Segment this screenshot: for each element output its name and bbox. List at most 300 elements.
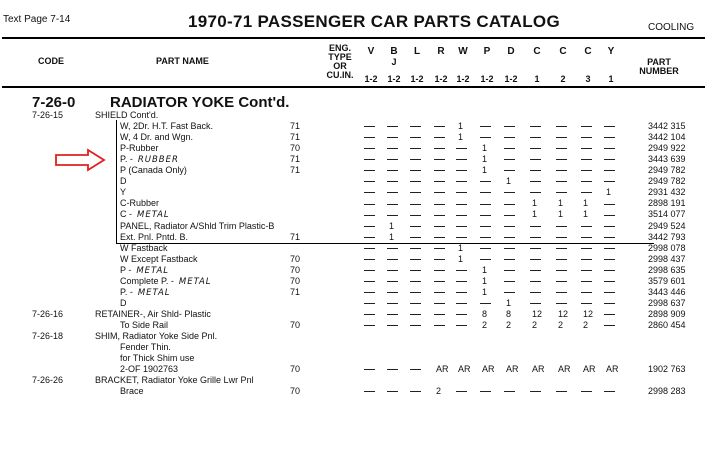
row-cell-dash bbox=[387, 154, 398, 165]
row-cell-dash bbox=[410, 320, 421, 331]
row-cell-dash bbox=[530, 386, 541, 397]
row-cell-qty: 1 bbox=[458, 242, 464, 253]
row-cell-dash bbox=[387, 121, 398, 132]
row-cell-dash bbox=[604, 232, 615, 243]
body-letter-sub-1: J bbox=[391, 57, 397, 67]
row-cell-dash bbox=[364, 309, 375, 320]
row-cell-dash bbox=[504, 232, 515, 243]
row-cell-dash bbox=[556, 265, 567, 276]
row-cell-dash bbox=[530, 243, 541, 254]
row-cell-qty: 1 bbox=[606, 187, 612, 198]
table-row bbox=[0, 298, 707, 309]
row-cell-qty: 2 bbox=[482, 319, 488, 330]
row-cell-dash bbox=[456, 276, 467, 287]
row-cell-dash bbox=[364, 198, 375, 209]
row-part-number: 1902 763 bbox=[648, 364, 686, 375]
row-cell-dash bbox=[410, 143, 421, 154]
row-part-number: 2998 635 bbox=[648, 264, 686, 275]
row-cell-dash bbox=[410, 364, 421, 375]
row-cell-dash bbox=[410, 243, 421, 254]
row-cell-dash bbox=[480, 176, 491, 187]
row-cell-dash bbox=[530, 287, 541, 298]
row-cell-dash bbox=[387, 364, 398, 375]
row-cell-dash bbox=[504, 386, 515, 397]
row-part-name: BRACKET, Radiator Yoke Grille Lwr Pnl bbox=[95, 375, 254, 386]
row-cell-dash bbox=[387, 176, 398, 187]
row-cell-dash bbox=[504, 265, 515, 276]
row-cell-dash bbox=[530, 298, 541, 309]
eng-type-heading: ENG. TYPE OR CU.IN. bbox=[326, 43, 354, 80]
table-row bbox=[0, 209, 707, 220]
row-cell-dash bbox=[364, 265, 375, 276]
row-cell-dash bbox=[604, 298, 615, 309]
row-cell-qty: 2 bbox=[532, 319, 538, 330]
row-part-name: SHIM, Radiator Yoke Side Pnl. bbox=[95, 331, 218, 341]
row-part-name: D bbox=[120, 297, 127, 308]
row-cell-dash bbox=[504, 121, 515, 132]
row-cell-dash bbox=[604, 243, 615, 254]
row-cell-dash bbox=[387, 143, 398, 154]
row-cell-dash bbox=[530, 154, 541, 165]
row-cell-qty: 1 bbox=[583, 198, 589, 209]
row-cell-dash bbox=[456, 154, 467, 165]
row-cell-qty: 1 bbox=[482, 286, 488, 297]
handwritten-note: METAL bbox=[137, 210, 170, 221]
row-eng-type: 71 bbox=[290, 154, 301, 165]
table-row bbox=[0, 353, 707, 364]
row-cell-dash bbox=[364, 176, 375, 187]
row-cell-qty: 8 bbox=[506, 308, 512, 319]
row-code: 7-26-15 bbox=[32, 110, 64, 120]
row-cell-dash bbox=[387, 287, 398, 298]
row-cell-dash bbox=[604, 132, 615, 143]
table-row bbox=[0, 386, 707, 397]
row-cell-qty: 12 bbox=[558, 308, 569, 319]
table-row bbox=[0, 176, 707, 187]
row-cell-dash bbox=[434, 287, 445, 298]
row-cell-qty: 12 bbox=[583, 308, 594, 319]
row-cell-dash bbox=[581, 265, 592, 276]
handwritten-note: METAL bbox=[136, 265, 170, 276]
row-part-number: 2998 437 bbox=[648, 253, 686, 264]
row-cell-qty: AR bbox=[436, 364, 449, 375]
row-part-number: 3442 315 bbox=[648, 121, 686, 132]
row-cell-qty: 1 bbox=[482, 154, 488, 165]
row-cell-dash bbox=[581, 132, 592, 143]
row-eng-type: 70 bbox=[290, 264, 301, 275]
body-number-0: 1-2 bbox=[364, 74, 378, 84]
row-cell-dash bbox=[581, 221, 592, 232]
row-part-name: W Except Fastback bbox=[120, 253, 198, 264]
table-row bbox=[0, 121, 707, 132]
row-cell-dash bbox=[410, 309, 421, 320]
body-letter-2: L bbox=[413, 46, 421, 57]
row-cell-dash bbox=[364, 121, 375, 132]
row-part-number: 2949 922 bbox=[648, 143, 686, 154]
row-cell-dash bbox=[387, 309, 398, 320]
row-part-number: 2998 283 bbox=[648, 386, 686, 397]
row-cell-dash bbox=[504, 243, 515, 254]
body-letter-9: C bbox=[584, 46, 592, 57]
row-cell-dash bbox=[364, 154, 375, 165]
row-cell-dash bbox=[434, 198, 445, 209]
row-part-number: 2998 078 bbox=[648, 242, 686, 253]
row-cell-dash bbox=[434, 121, 445, 132]
row-cell-dash bbox=[530, 187, 541, 198]
row-cell-dash bbox=[364, 187, 375, 198]
row-cell-dash bbox=[530, 221, 541, 232]
body-number-2: 1-2 bbox=[410, 74, 424, 84]
row-cell-dash bbox=[410, 198, 421, 209]
row-cell-dash bbox=[456, 221, 467, 232]
row-cell-qty: 1 bbox=[458, 253, 464, 264]
row-cell-dash bbox=[387, 187, 398, 198]
row-cell-dash bbox=[364, 386, 375, 397]
row-cell-dash bbox=[364, 243, 375, 254]
row-part-number: 3442 793 bbox=[648, 231, 686, 242]
row-cell-dash bbox=[604, 165, 615, 176]
body-number-4: 1-2 bbox=[456, 74, 470, 84]
body-letter-1: B bbox=[390, 46, 398, 57]
row-cell-dash bbox=[480, 254, 491, 265]
row-cell-dash bbox=[556, 132, 567, 143]
row-part-name: Ext. Pnl. Pntd. B. bbox=[120, 231, 189, 242]
row-eng-type: 71 bbox=[290, 231, 301, 242]
row-part-number: 3443 446 bbox=[648, 286, 686, 297]
row-cell-dash bbox=[410, 386, 421, 397]
row-cell-dash bbox=[556, 254, 567, 265]
catalog-title: 1970-71 PASSENGER CAR PARTS CATALOG bbox=[188, 12, 560, 31]
row-eng-type: 71 bbox=[290, 121, 301, 132]
row-cell-dash bbox=[364, 320, 375, 331]
body-letter-8: C bbox=[559, 46, 567, 57]
row-cell-dash bbox=[456, 209, 467, 220]
row-cell-dash bbox=[604, 254, 615, 265]
row-cell-dash bbox=[556, 298, 567, 309]
row-cell-qty: 1 bbox=[482, 143, 488, 154]
row-cell-dash bbox=[434, 276, 445, 287]
row-cell-qty: 1 bbox=[506, 176, 512, 187]
row-cell-dash bbox=[556, 232, 567, 243]
row-code: 7-26-16 bbox=[32, 308, 64, 319]
row-cell-dash bbox=[364, 132, 375, 143]
row-cell-dash bbox=[410, 121, 421, 132]
row-cell-dash bbox=[604, 309, 615, 320]
row-part-name: Brace bbox=[120, 386, 144, 397]
row-cell-dash bbox=[434, 298, 445, 309]
row-cell-dash bbox=[556, 176, 567, 187]
row-cell-dash bbox=[480, 198, 491, 209]
table-row bbox=[0, 309, 707, 320]
body-number-9: 3 bbox=[585, 74, 591, 84]
row-cell-dash bbox=[480, 221, 491, 232]
row-cell-dash bbox=[504, 254, 515, 265]
row-cell-qty: 1 bbox=[458, 132, 464, 143]
column-head-rule bbox=[2, 86, 705, 88]
table-row bbox=[0, 375, 707, 386]
row-part-number: 2998 637 bbox=[648, 297, 686, 308]
row-cell-dash bbox=[604, 320, 615, 331]
row-cell-dash bbox=[556, 121, 567, 132]
row-part-name: To Side Rail bbox=[120, 319, 169, 330]
row-eng-type: 70 bbox=[290, 319, 301, 330]
row-part-name: P-Rubber bbox=[120, 143, 159, 154]
body-letter-0: V bbox=[367, 46, 375, 57]
row-cell-dash bbox=[504, 132, 515, 143]
row-cell-qty: 1 bbox=[482, 264, 488, 275]
row-cell-dash bbox=[434, 309, 445, 320]
body-number-1: 1-2 bbox=[387, 74, 401, 84]
row-cell-dash bbox=[456, 198, 467, 209]
body-letter-7: C bbox=[533, 46, 541, 57]
row-cell-dash bbox=[387, 243, 398, 254]
row-cell-qty: 1 bbox=[506, 297, 512, 308]
body-number-8: 2 bbox=[560, 74, 566, 84]
row-code: 7-26-26 bbox=[32, 375, 64, 386]
row-cell-dash bbox=[556, 386, 567, 397]
row-part-number: 2931 432 bbox=[648, 187, 686, 198]
row-part-name: for Thick Shim use bbox=[120, 353, 195, 364]
row-cell-dash bbox=[387, 276, 398, 287]
handwritten-note: RUBBER bbox=[137, 155, 179, 166]
row-cell-dash bbox=[504, 165, 515, 176]
table-row bbox=[0, 221, 707, 232]
row-cell-dash bbox=[456, 386, 467, 397]
row-cell-dash bbox=[364, 165, 375, 176]
row-part-name: Fender Thin. bbox=[120, 342, 171, 353]
row-cell-dash bbox=[387, 320, 398, 331]
row-cell-dash bbox=[410, 265, 421, 276]
row-cell-dash bbox=[556, 221, 567, 232]
row-cell-dash bbox=[434, 154, 445, 165]
row-cell-qty: AR bbox=[583, 364, 596, 375]
row-cell-qty: 2 bbox=[506, 319, 512, 330]
row-cell-dash bbox=[434, 243, 445, 254]
row-cell-dash bbox=[434, 132, 445, 143]
body-letter-6: D bbox=[507, 46, 515, 57]
row-cell-dash bbox=[410, 154, 421, 165]
row-cell-dash bbox=[604, 143, 615, 154]
row-part-name: P - METAL bbox=[120, 264, 170, 276]
row-part-name: P (Canada Only) bbox=[120, 165, 187, 176]
row-part-number: 2860 454 bbox=[648, 319, 686, 330]
row-cell-dash bbox=[410, 287, 421, 298]
row-cell-dash bbox=[434, 165, 445, 176]
row-cell-dash bbox=[456, 309, 467, 320]
row-part-name: C-Rubber bbox=[120, 198, 160, 209]
row-cell-dash bbox=[604, 121, 615, 132]
row-cell-dash bbox=[387, 386, 398, 397]
row-cell-dash bbox=[387, 298, 398, 309]
row-cell-dash bbox=[387, 165, 398, 176]
row-cell-dash bbox=[480, 132, 491, 143]
row-part-number: 2949 524 bbox=[648, 220, 686, 231]
row-cell-dash bbox=[456, 187, 467, 198]
row-cell-dash bbox=[581, 176, 592, 187]
row-cell-dash bbox=[530, 176, 541, 187]
row-eng-type: 71 bbox=[290, 165, 301, 176]
table-row bbox=[0, 154, 707, 165]
body-number-3: 1-2 bbox=[434, 74, 448, 84]
row-cell-dash bbox=[604, 287, 615, 298]
table-row bbox=[0, 143, 707, 154]
row-cell-dash bbox=[456, 232, 467, 243]
row-cell-dash bbox=[456, 320, 467, 331]
row-cell-qty: AR bbox=[532, 364, 545, 375]
row-cell-dash bbox=[530, 165, 541, 176]
row-cell-dash bbox=[434, 187, 445, 198]
row-cell-dash bbox=[410, 254, 421, 265]
row-part-name: SHIELD Cont'd. bbox=[95, 110, 159, 120]
body-number-7: 1 bbox=[534, 74, 540, 84]
table-row bbox=[0, 276, 707, 287]
row-cell-dash bbox=[434, 232, 445, 243]
page-label: Text Page 7-14 bbox=[3, 14, 71, 25]
row-cell-dash bbox=[504, 198, 515, 209]
row-cell-dash bbox=[604, 386, 615, 397]
row-cell-qty: AR bbox=[482, 364, 495, 375]
row-cell-dash bbox=[581, 121, 592, 132]
table-row bbox=[0, 342, 707, 353]
row-cell-dash bbox=[456, 165, 467, 176]
row-cell-dash bbox=[504, 209, 515, 220]
row-cell-qty: 1 bbox=[389, 231, 395, 242]
row-cell-dash bbox=[530, 132, 541, 143]
row-part-name: PANEL, Radiator A/Shld Trim Plastic-B bbox=[120, 220, 275, 231]
row-cell-dash bbox=[434, 221, 445, 232]
row-part-name: W Fastback bbox=[120, 242, 168, 253]
row-cell-dash bbox=[556, 143, 567, 154]
table-row bbox=[0, 265, 707, 276]
row-cell-dash bbox=[604, 154, 615, 165]
table-row bbox=[0, 132, 707, 143]
row-part-name: P. - METAL bbox=[120, 286, 171, 298]
row-cell-dash bbox=[480, 243, 491, 254]
row-part-number: 2949 782 bbox=[648, 176, 686, 187]
table-row bbox=[0, 232, 707, 243]
row-cell-dash bbox=[581, 298, 592, 309]
row-cell-dash bbox=[581, 276, 592, 287]
row-cell-dash bbox=[556, 165, 567, 176]
body-number-6: 1-2 bbox=[504, 74, 518, 84]
row-cell-qty: AR bbox=[506, 364, 519, 375]
row-eng-type: 70 bbox=[290, 364, 301, 375]
section-code: 7-26-0 bbox=[32, 94, 76, 111]
row-cell-dash bbox=[530, 254, 541, 265]
body-letter-4: W bbox=[458, 46, 468, 57]
row-cell-dash bbox=[410, 165, 421, 176]
row-cell-qty: 1 bbox=[532, 198, 538, 209]
row-part-number: 2898 909 bbox=[648, 308, 686, 319]
row-cell-dash bbox=[410, 209, 421, 220]
row-cell-dash bbox=[556, 187, 567, 198]
row-cell-dash bbox=[581, 187, 592, 198]
row-cell-dash bbox=[504, 143, 515, 154]
row-cell-dash bbox=[604, 176, 615, 187]
row-part-name: RETAINER-, Air Shld- Plastic bbox=[95, 308, 211, 319]
row-cell-dash bbox=[581, 154, 592, 165]
body-number-5: 1-2 bbox=[480, 74, 494, 84]
row-cell-dash bbox=[480, 386, 491, 397]
row-cell-dash bbox=[410, 221, 421, 232]
body-letter-3: R bbox=[437, 46, 445, 57]
row-cell-dash bbox=[530, 276, 541, 287]
row-part-name: Y bbox=[120, 187, 127, 198]
row-cell-dash bbox=[581, 143, 592, 154]
row-cell-dash bbox=[480, 298, 491, 309]
row-part-number: 2898 191 bbox=[648, 198, 686, 209]
header-rule bbox=[2, 37, 705, 39]
row-cell-qty: 1 bbox=[532, 209, 538, 220]
row-part-number: 3514 077 bbox=[648, 209, 686, 220]
row-part-name: W, 2Dr. H.T. Fast Back. bbox=[120, 121, 214, 132]
row-cell-dash bbox=[434, 254, 445, 265]
body-letter-5: P bbox=[483, 46, 491, 57]
row-eng-type: 71 bbox=[290, 286, 301, 297]
code-heading: CODE bbox=[38, 56, 65, 66]
row-cell-dash bbox=[556, 276, 567, 287]
row-part-number: 3442 104 bbox=[648, 132, 686, 143]
row-cell-qty: 2 bbox=[558, 319, 564, 330]
row-part-name: D bbox=[120, 176, 127, 187]
row-cell-qty: 1 bbox=[482, 165, 488, 176]
row-cell-dash bbox=[581, 243, 592, 254]
row-eng-type: 70 bbox=[290, 253, 301, 264]
row-cell-dash bbox=[604, 198, 615, 209]
table-row bbox=[0, 331, 707, 342]
row-cell-dash bbox=[556, 154, 567, 165]
row-cell-qty: AR bbox=[558, 364, 571, 375]
row-cell-qty: 1 bbox=[558, 198, 564, 209]
row-eng-type: 70 bbox=[290, 143, 301, 154]
row-cell-dash bbox=[364, 364, 375, 375]
row-cell-dash bbox=[456, 298, 467, 309]
row-part-number: 2949 782 bbox=[648, 165, 686, 176]
row-cell-dash bbox=[604, 221, 615, 232]
row-cell-dash bbox=[530, 143, 541, 154]
row-cell-dash bbox=[434, 176, 445, 187]
row-cell-dash bbox=[364, 143, 375, 154]
row-cell-dash bbox=[456, 287, 467, 298]
row-cell-dash bbox=[387, 209, 398, 220]
row-cell-dash bbox=[364, 221, 375, 232]
row-cell-dash bbox=[504, 221, 515, 232]
row-cell-dash bbox=[364, 287, 375, 298]
row-cell-dash bbox=[364, 254, 375, 265]
row-cell-dash bbox=[530, 232, 541, 243]
row-cell-qty: AR bbox=[606, 364, 619, 375]
row-cell-dash bbox=[456, 265, 467, 276]
row-cell-dash bbox=[410, 176, 421, 187]
row-cell-dash bbox=[556, 287, 567, 298]
row-cell-dash bbox=[364, 232, 375, 243]
body-letter-10: Y bbox=[607, 46, 615, 57]
row-cell-dash bbox=[581, 386, 592, 397]
row-eng-type: 70 bbox=[290, 386, 301, 397]
row-cell-dash bbox=[504, 154, 515, 165]
row-cell-dash bbox=[504, 276, 515, 287]
body-number-10: 1 bbox=[608, 74, 614, 84]
row-cell-dash bbox=[604, 265, 615, 276]
row-cell-dash bbox=[581, 287, 592, 298]
table-row bbox=[0, 364, 707, 375]
row-cell-dash bbox=[364, 209, 375, 220]
table-row bbox=[0, 198, 707, 209]
row-cell-dash bbox=[387, 132, 398, 143]
table-row bbox=[0, 187, 707, 198]
row-cell-dash bbox=[456, 143, 467, 154]
table-row bbox=[0, 254, 707, 265]
